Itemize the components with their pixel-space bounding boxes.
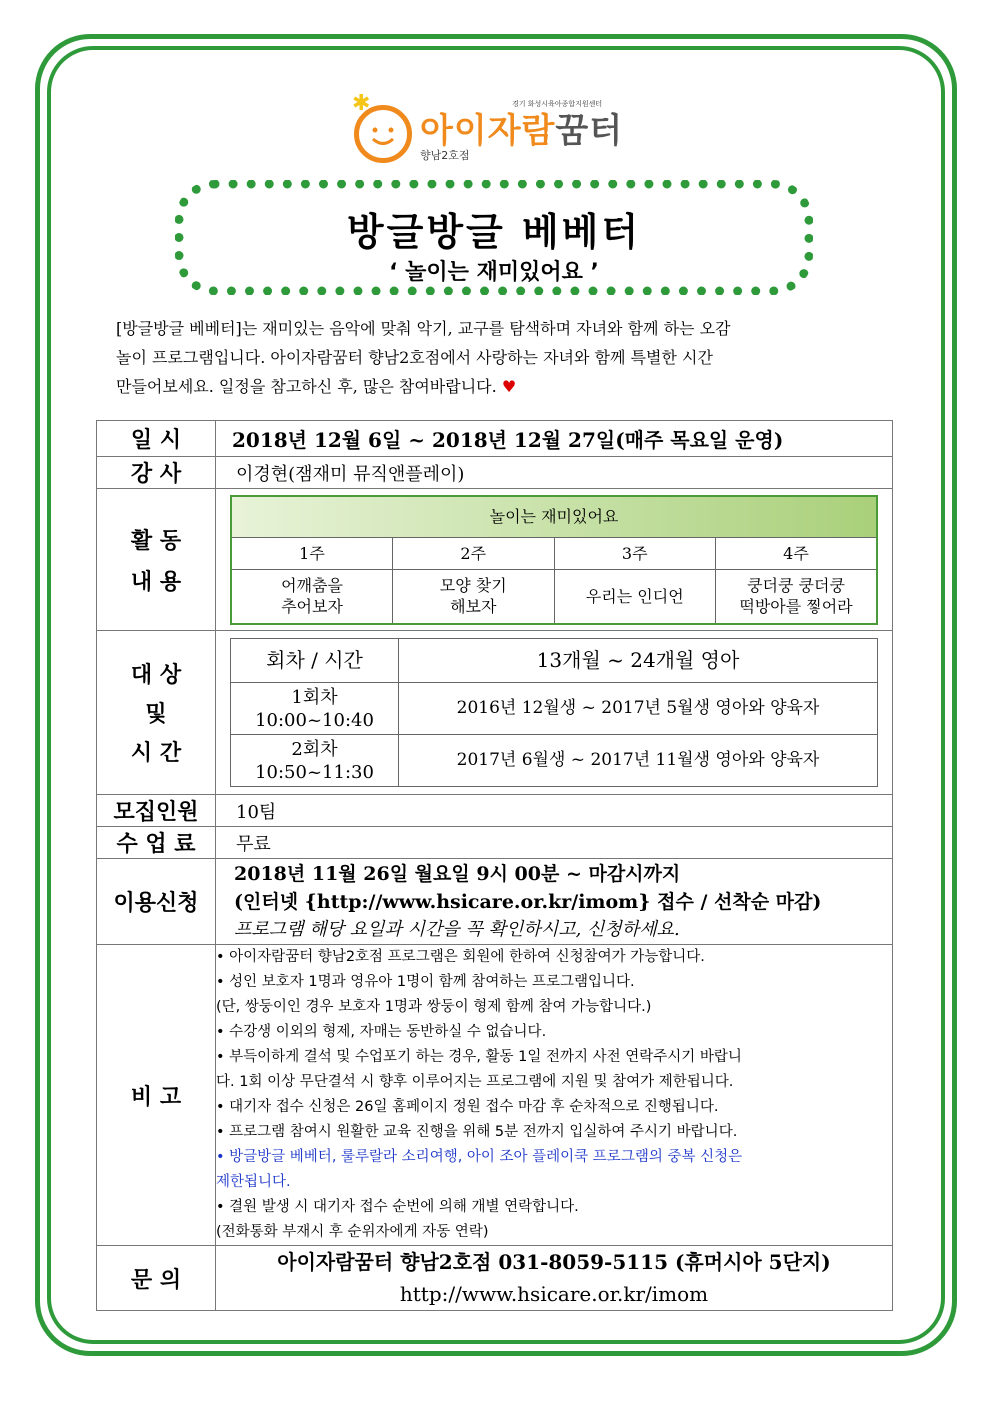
note-item: • 아이자람꿈터 향남2호점 프로그램은 회원에 한하여 신청참여가 가능합니다. — [216, 949, 705, 965]
note-item: 다. 1회 이상 무단결석 시 향후 이루어지는 프로그램에 지원 및 참여가 제한됩니다. — [216, 1074, 734, 1090]
note-item-blue: • 방글방글 베베터, 룰루랄라 소리여행, 아이 조아 플레이쿡 프로그램의 중복 신청은 — [216, 1149, 743, 1165]
notes-list — [216, 945, 893, 1246]
date-label: 일 시 — [97, 421, 216, 457]
note-item: • 부득이하게 결석 및 수업포기 하는 경우, 활동 1일 전까지 사전 연락주시기 바랍니 — [216, 1049, 742, 1065]
note-item: • 수강생 이외의 형제, 자매는 동반하실 수 없습니다. — [216, 1024, 547, 1040]
session-table — [230, 638, 878, 787]
apply-line-2: (인터넷 {http://www.hsicare.or.kr/imom} 접수 / 선착순 마감) — [234, 890, 822, 913]
week-1-item: 어깨춤을 추어보자 — [231, 570, 393, 624]
note-item: • 프로그램 참여시 원활한 교육 진행을 위해 5분 전까지 입실하여 주시기 바랍니다. — [216, 1124, 738, 1140]
logo-branch: 향남2호점 — [420, 149, 470, 162]
smiley-face-icon — [354, 105, 412, 163]
week-1: 1주 — [231, 538, 393, 570]
note-item: (전화통화 부재시 후 순위자에게 자동 연락) — [216, 1224, 489, 1240]
week-2: 2주 — [393, 538, 555, 570]
date-value: 2018년 12월 6일 ~ 2018년 12월 27일(매주 목요일 운영) — [216, 421, 893, 457]
session-1: 1회차 10:00~10:40 — [231, 683, 399, 735]
activity-title: 놀이는 재미있어요 — [231, 496, 877, 538]
contact-label: 문 의 — [97, 1246, 216, 1311]
page-subtitle: ‘ 놀이는 재미있어요 ’ — [389, 260, 599, 285]
teacher-value: 이경현(잼재미 뮤직앤플레이) — [216, 457, 893, 489]
heart-icon: ♥ — [501, 377, 517, 396]
week-3: 3주 — [554, 538, 716, 570]
target-label: 대 상 및 시 간 — [97, 631, 216, 795]
age-head: 13개월 ~ 24개월 영아 — [399, 639, 878, 683]
logo — [352, 91, 652, 175]
intro-text: [방글방글 베베터]는 재미있는 음악에 맞춰 악기, 교구를 탐색하며 자녀와 함께 하는 오감 놀이 프로그램입니다. 아이자람꿈터 향남2호점에서 사랑하는 자녀와 함께 특별한 시간 만들어보세요. 일정을 참고하신 후, 많은 참여바랍니다. ♥ — [116, 319, 731, 396]
session-2-desc: 2017년 6월생 ~ 2017년 11월생 영아와 양육자 — [399, 735, 878, 787]
session-1-desc: 2016년 12월생 ~ 2017년 5월생 영아와 양육자 — [399, 683, 878, 735]
star-icon: ✱ — [352, 91, 371, 116]
note-item: (단, 쌍둥이인 경우 보호자 1명과 쌍둥이 형제 함께 참여 가능합니다.) — [216, 999, 652, 1015]
apply-line-1: 2018년 11월 26일 월요일 9시 00분 ~ 마감시까지 — [234, 862, 681, 885]
session-head: 회차 / 시간 — [231, 639, 399, 683]
contact-url[interactable]: http://www.hsicare.or.kr/imom — [399, 1282, 709, 1306]
recruit-value: 10팀 — [216, 795, 893, 827]
week-4-item: 쿵더쿵 쿵더쿵 떡방아를 찧어라 — [716, 570, 878, 624]
page-title: 방글방글 베베터 — [346, 210, 642, 254]
activity-table — [230, 495, 878, 625]
notes-label: 비 고 — [97, 945, 216, 1246]
note-item: • 성인 보호자 1명과 영유아 1명이 함께 참여하는 프로그램입니다. — [216, 974, 635, 990]
week-3-item: 우리는 인디언 — [554, 570, 716, 624]
recruit-label: 모집인원 — [97, 795, 216, 827]
teacher-label: 강 사 — [97, 457, 216, 489]
note-item-blue: 제한됩니다. — [216, 1174, 291, 1190]
activity-label: 활 동 내 용 — [97, 489, 216, 631]
fee-label: 수 업 료 — [97, 827, 216, 859]
apply-label: 이용신청 — [97, 859, 216, 945]
note-item: • 결원 발생 시 대기자 접수 순번에 의해 개별 연락합니다. — [216, 1199, 579, 1215]
apply-line-3: 프로그램 해당 요일과 시간을 꼭 확인하시고, 신청하세요. — [234, 918, 680, 940]
title-box — [175, 180, 813, 295]
contact-line-1: 아이자람꿈터 향남2호점 031-8059-5115 (휴머시아 5단지) — [277, 1250, 831, 1274]
logo-org: 경기 화성시육아종합지원센터 — [512, 100, 603, 108]
note-item: • 대기자 접수 신청은 26일 홈페이지 정원 접수 마감 후 순차적으로 진행됩니다. — [216, 1099, 719, 1115]
fee-value: 무료 — [216, 827, 893, 859]
week-4: 4주 — [716, 538, 878, 570]
info-table — [96, 420, 893, 1311]
week-2-item: 모양 찾기 해보자 — [393, 570, 555, 624]
logo-text: 아이자람꿈터 — [420, 111, 624, 151]
session-2: 2회차 10:50~11:30 — [231, 735, 399, 787]
